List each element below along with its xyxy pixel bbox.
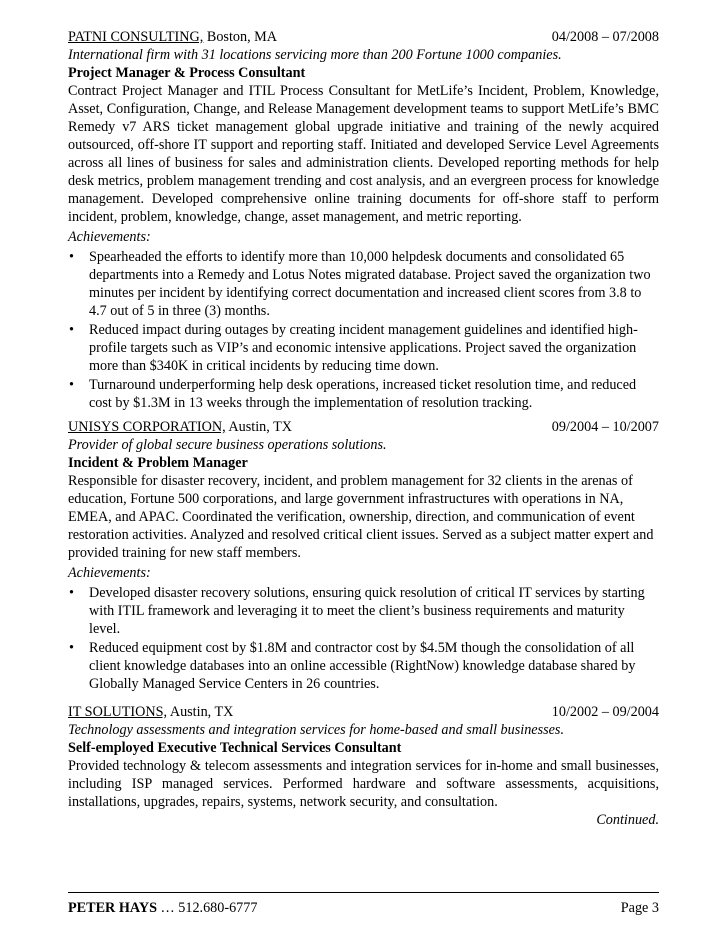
page-number: Page 3	[620, 900, 659, 916]
job-header	[68, 418, 659, 436]
job-description: Responsible for disaster recovery, incident, and problem management for 32 clients in the arenas of education, Fortune 500 corporations, and large government infrastructures with operations in NA, EMEA, and APAC. Coordinated the verification, ownership, direction, and communication of event restoration activities. Analyzed and resolved critical client issues. Served as a subject matter expert and provided training for new staff members.	[68, 473, 654, 561]
company-location: Austin, TX	[167, 704, 234, 720]
job-dates: 09/2004 – 10/2007	[551, 419, 659, 435]
job-header	[68, 28, 659, 46]
achievement-item: • Reduced equipment cost by $1.8M and contractor cost by $4.5M though the consolidation of all client knowledge databases into an online accessible (RightNow) knowledge database shared by Globally Managed Service Centers in 26 countries.	[69, 640, 636, 692]
job-patni	[68, 28, 659, 412]
job-title: Incident & Problem Manager	[68, 455, 248, 471]
achievement-item: • Spearheaded the efforts to identify more than 10,000 helpdesk documents and consolidated 65 departments into a Remedy and Lotus Notes migrated database. Project saved the organization two minutes per incident by identifying correct documentation and increased client scores from 3.8 to 4.7 out of 5 in three (3) months.	[69, 249, 651, 319]
achievements-list	[68, 248, 659, 412]
company-name: PATNI CONSULTING,	[68, 29, 204, 45]
job-description: Contract Project Manager and ITIL Process Consultant for MetLife’s Incident, Problem, Knowledge, Asset, Configuration, Change, and Release Management development teams to support MetLife’s BMC Remedy v7 ARS ticket management global upgrade initiative and training of the newly acquired outsourced, off-shore IT support and reporting staff. Initiated and developed Service Level Agreements across all lines of business for sales and administration clients. Developed reporting methods for help desk metrics, problem management trending and cost analysis, and an evergreen process for knowledge management. Developed comprehensive online training documents for off-shore staff to perform incident, problem, knowledge, change, asset management, and metric reporting.	[68, 83, 659, 225]
footer-name: PETER HAYS	[68, 900, 157, 916]
company-name: IT SOLUTIONS,	[68, 704, 168, 720]
resume-page	[68, 28, 659, 835]
bullet-icon: •	[69, 585, 74, 601]
job-title: Project Manager & Process Consultant	[68, 65, 306, 81]
achievements-list	[68, 584, 659, 693]
footer-separator: …	[156, 900, 179, 916]
job-unisys	[68, 418, 659, 693]
page-footer	[68, 892, 659, 917]
bullet-icon: •	[69, 640, 74, 656]
company-location: Austin, TX	[225, 419, 293, 435]
bullet-icon: •	[69, 249, 74, 265]
company-location: Boston, MA	[203, 29, 278, 45]
job-dates: 10/2002 – 09/2004	[551, 704, 659, 720]
continued-note: Continued.	[596, 812, 659, 828]
footer-phone: 512.680-6777	[178, 900, 258, 916]
company-tagline: Technology assessments and integration services for home-based and small businesses.	[68, 722, 565, 738]
job-it-solutions	[68, 703, 659, 829]
job-header	[68, 703, 659, 721]
achievements-label: Achievements:	[68, 229, 151, 245]
achievement-item: • Developed disaster recovery solutions, ensuring quick resolution of critical IT services by starting with ITIL framework and leveraging it to meet the client’s business requirements and maturity level.	[69, 585, 645, 637]
bullet-icon: •	[69, 377, 74, 393]
bullet-icon: •	[69, 322, 74, 338]
achievement-item: • Reduced impact during outages by creating incident management guidelines and identified high-profile targets such as VIP’s and economic intensive applications. Project saved the organization more than $340K in critical incidents by reducing time down.	[69, 322, 638, 374]
achievements-label: Achievements:	[68, 565, 151, 581]
job-description: Provided technology & telecom assessments and integration services for in-home and small businesses, including ISP managed services. Performed hardware and software assessments, acquisitions, installations, upgrades, repairs, systems, network security, and consultation.	[68, 758, 659, 810]
job-dates: 04/2008 – 07/2008	[551, 29, 659, 45]
company-tagline: Provider of global secure business operations solutions.	[68, 437, 387, 453]
achievement-item: • Turnaround underperforming help desk operations, increased ticket resolution time, and reduced cost by $1.3M in 13 weeks through the implementation of resolution tracking.	[69, 377, 637, 411]
job-title: Self-employed Executive Technical Services Consultant	[68, 740, 402, 756]
company-tagline: International firm with 31 locations servicing more than 200 Fortune 1000 companies.	[68, 47, 562, 63]
company-name: UNISYS CORPORATION,	[68, 419, 226, 435]
